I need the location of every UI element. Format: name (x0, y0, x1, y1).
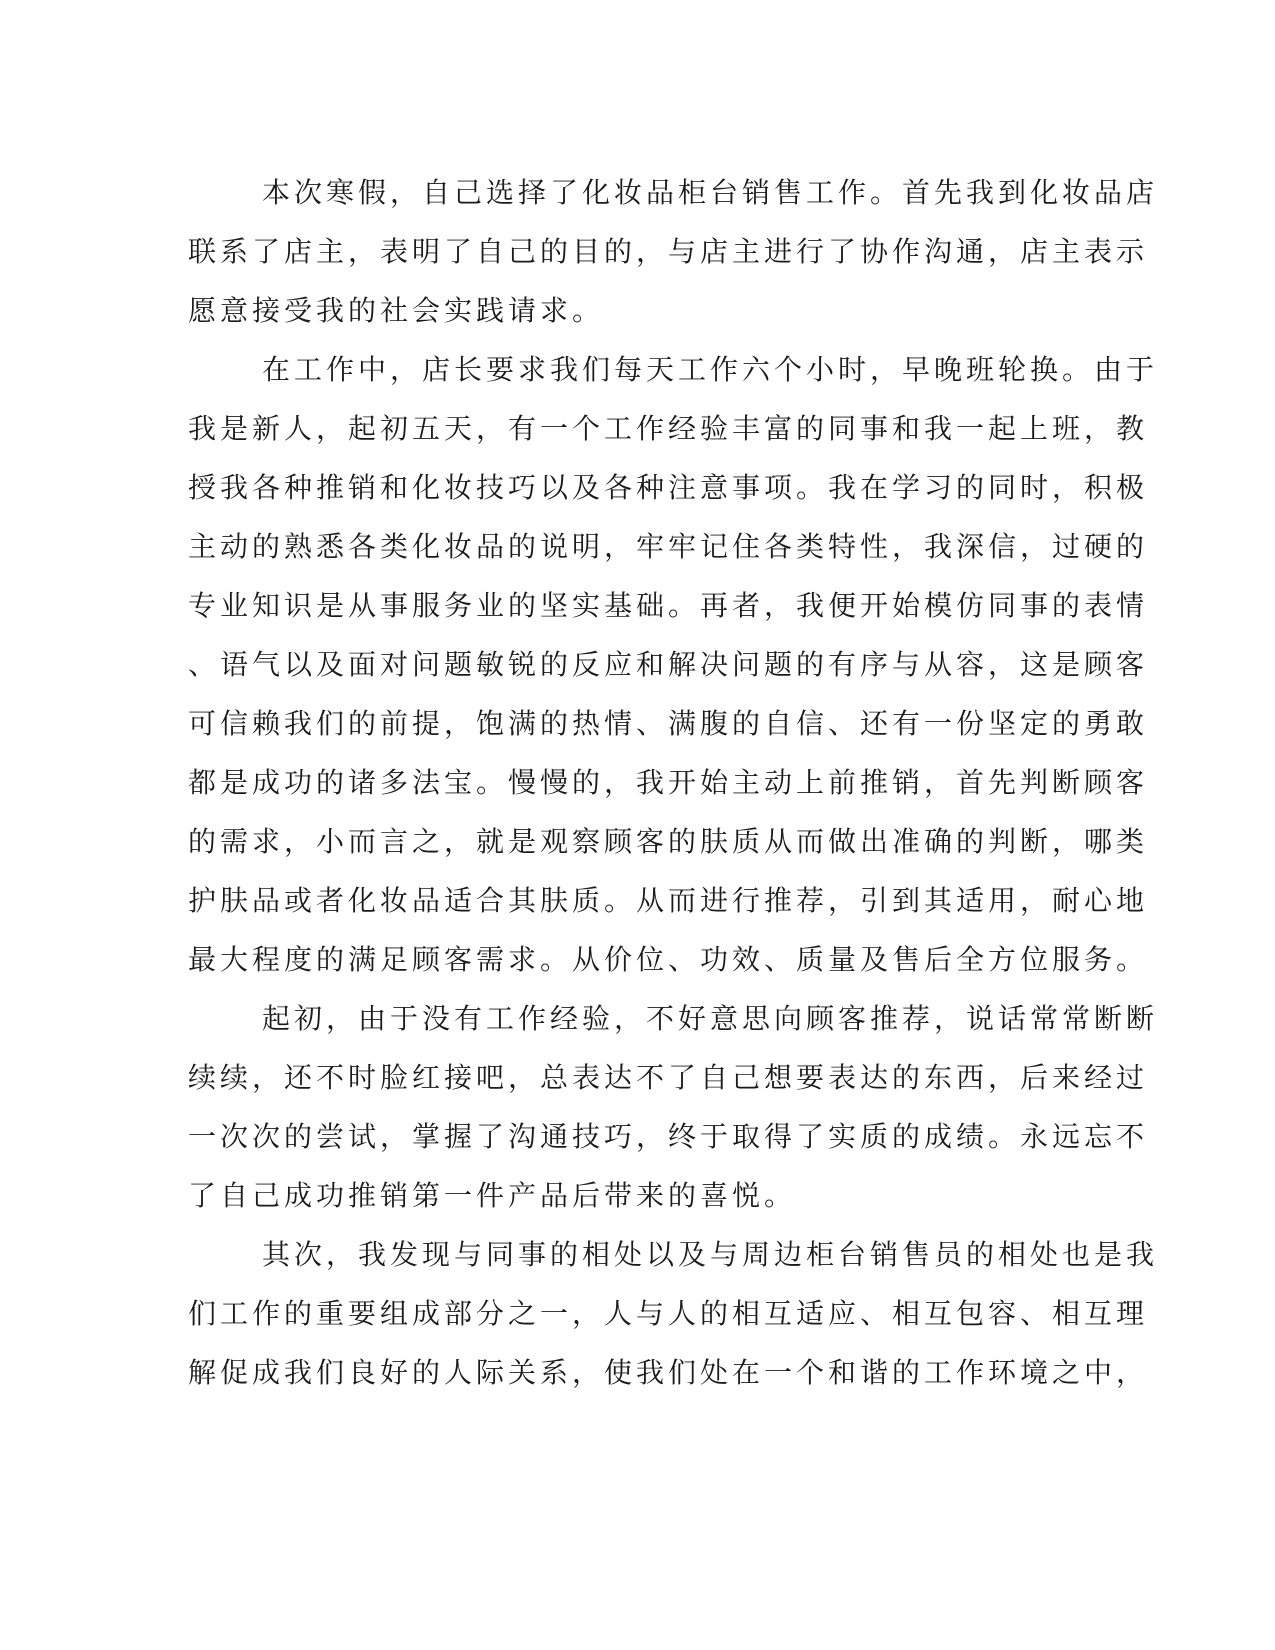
paragraph-line: 一次次的尝试，掌握了沟通技巧，终于取得了实质的成绩。永远忘不 (188, 1120, 1149, 1153)
paragraph-line: 的需求，小而言之，就是观察顾客的肤质从而做出准确的判断，哪类 (188, 825, 1149, 858)
paragraph-line: 最大程度的满足顾客需求。从价位、功效、质量及售后全方位服务。 (188, 943, 1149, 976)
paragraph-line: 主动的熟悉各类化妆品的说明，牢牢记住各类特性，我深信，过硬的 (188, 530, 1149, 563)
paragraph-line: 、语气以及面对问题敏锐的反应和解决问题的有序与从容，这是顾客 (188, 648, 1149, 681)
paragraph-line: 我是新人，起初五天，有一个工作经验丰富的同事和我一起上班，教 (188, 412, 1149, 445)
paragraph-line: 其次，我发现与同事的相处以及与周边柜台销售员的相处也是我 (262, 1238, 1159, 1271)
paragraph-line: 愿意接受我的社会实践请求。 (188, 294, 605, 327)
paragraph-1 (188, 163, 1159, 340)
body-text (188, 163, 1159, 1402)
paragraph-3 (188, 989, 1159, 1225)
paragraph-line: 可信赖我们的前提，饱满的热情、满腹的自信、还有一份坚定的勇敢 (188, 707, 1149, 740)
paragraph-line: 续续，还不时脸红接吧，总表达不了自己想要表达的东西，后来经过 (188, 1061, 1149, 1094)
paragraph-line: 联系了店主，表明了自己的目的，与店主进行了协作沟通，店主表示 (188, 235, 1149, 268)
paragraph-line: 专业知识是从事服务业的坚实基础。再者，我便开始模仿同事的表情 (188, 589, 1149, 622)
paragraph-line: 在工作中，店长要求我们每天工作六个小时，早晚班轮换。由于 (262, 353, 1159, 386)
paragraph-line: 解促成我们良好的人际关系，使我们处在一个和谐的工作环境之中， (188, 1356, 1149, 1389)
paragraph-line: 都是成功的诸多法宝。慢慢的，我开始主动上前推销，首先判断顾客 (188, 766, 1149, 799)
paragraph-line: 起初，由于没有工作经验，不好意思向顾客推荐，说话常常断断 (262, 1002, 1159, 1035)
paragraph-4 (188, 1225, 1159, 1402)
paragraph-line: 们工作的重要组成部分之一，人与人的相互适应、相互包容、相互理 (188, 1297, 1149, 1330)
paragraph-2 (188, 340, 1159, 989)
paragraph-line: 本次寒假，自己选择了化妆品柜台销售工作。首先我到化妆品店 (262, 176, 1159, 209)
paragraph-line: 授我各种推销和化妆技巧以及各种注意事项。我在学习的同时，积极 (188, 471, 1149, 504)
paragraph-line: 护肤品或者化妆品适合其肤质。从而进行推荐，引到其适用，耐心地 (188, 884, 1149, 917)
paragraph-line: 了自己成功推销第一件产品后带来的喜悦。 (188, 1179, 797, 1212)
